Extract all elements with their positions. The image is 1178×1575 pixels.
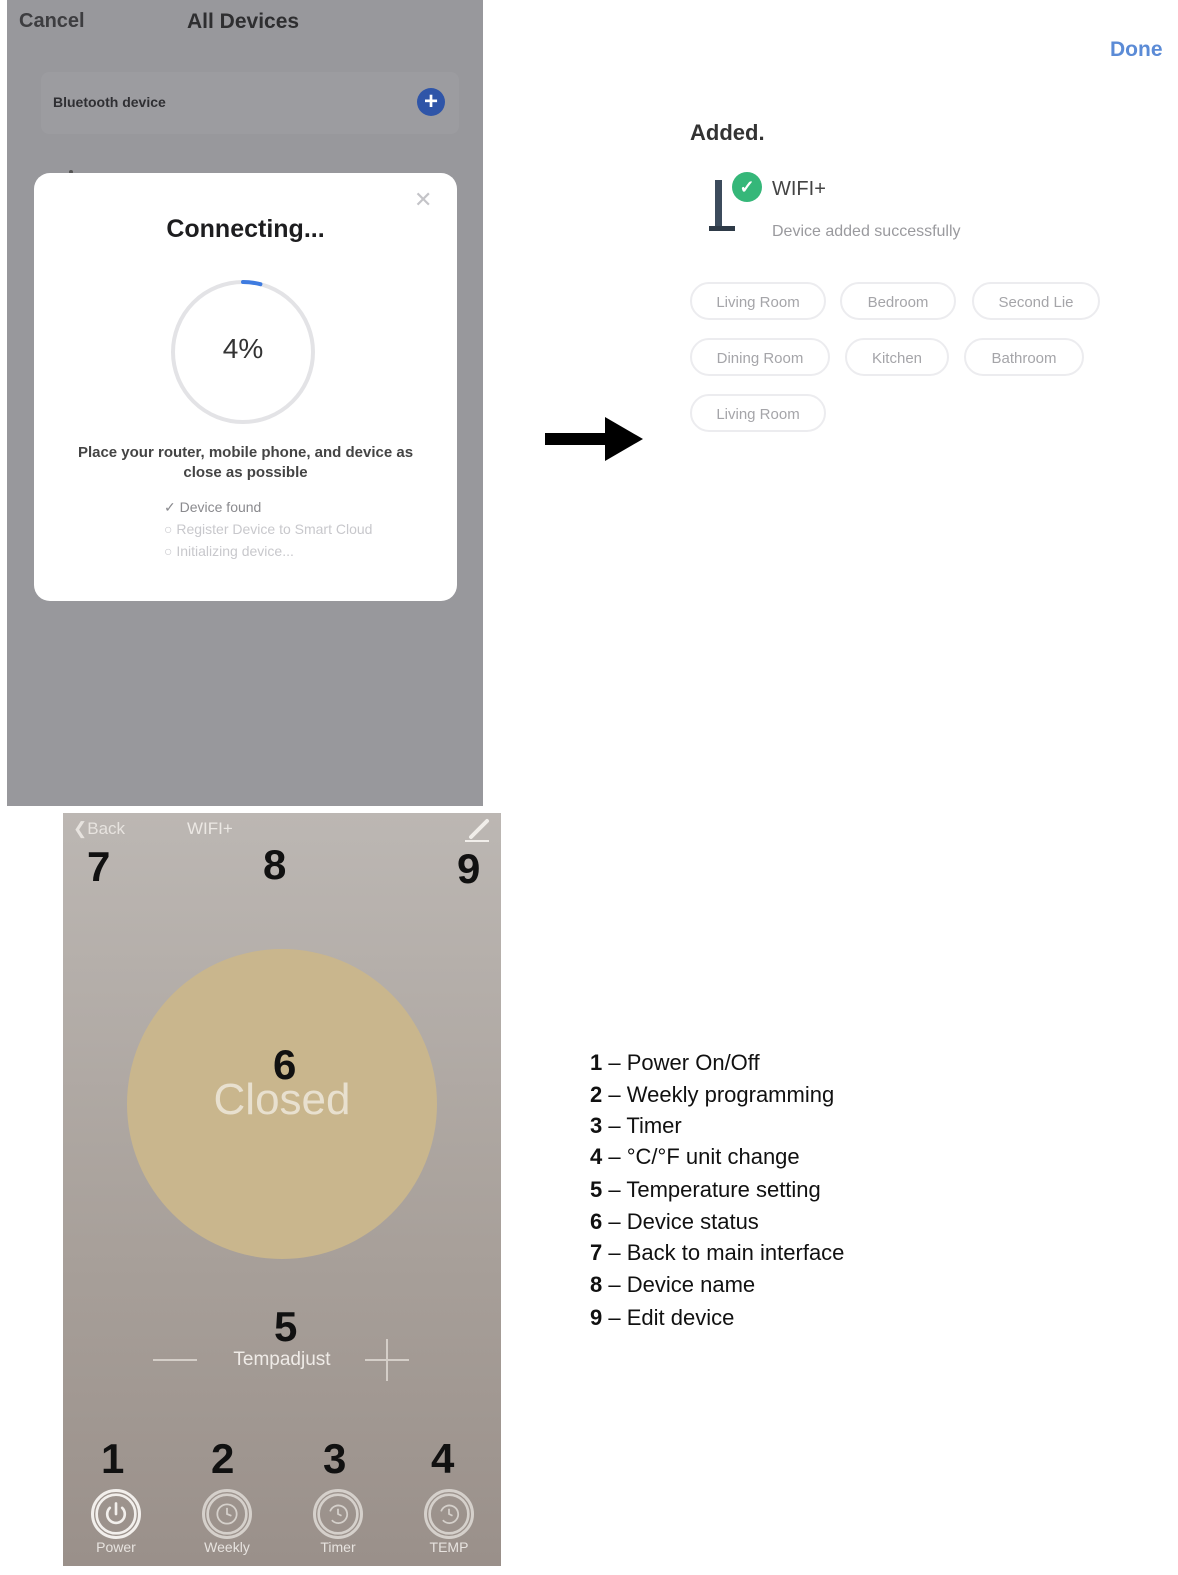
pending-dot-icon: ○ — [164, 543, 177, 559]
close-icon[interactable]: ✕ — [414, 187, 433, 212]
connecting-modal — [34, 173, 457, 601]
step-device-found: ✓ Device found — [164, 499, 262, 515]
device-control-screen — [63, 813, 501, 1566]
room-chip[interactable]: Second Lie — [972, 282, 1100, 320]
temp-adjust-label: Tempadjust — [233, 1349, 331, 1370]
weekly-button[interactable] — [187, 1489, 267, 1555]
step-initializing: ○ Initializing device... — [164, 543, 294, 559]
weekly-label: Weekly — [204, 1539, 250, 1555]
success-check-icon: ✓ — [732, 172, 762, 202]
room-chip[interactable]: Bathroom — [964, 338, 1084, 376]
timer-label: Timer — [320, 1539, 356, 1555]
temp-increase-button[interactable] — [386, 1339, 388, 1381]
device-status: Closed — [213, 1075, 351, 1124]
back-button[interactable]: ❮Back — [73, 819, 126, 838]
callout-3: 3 — [323, 1435, 347, 1482]
connect-instructions: Place your router, mobile phone, and device as close as possible — [77, 444, 414, 481]
page-title: All Devices — [187, 10, 300, 33]
room-chip[interactable]: Dining Room — [690, 338, 830, 376]
device-status-text: Device added successfully — [772, 223, 961, 240]
legend-item: 3 – Timer — [590, 1113, 682, 1138]
connecting-screen — [7, 0, 483, 806]
progress-percent: 4% — [222, 333, 264, 364]
legend-item: 4 – °C/°F unit change — [590, 1144, 800, 1169]
power-button[interactable] — [76, 1489, 156, 1555]
cancel-button[interactable]: Cancel — [19, 10, 85, 32]
legend-item: 7 – Back to main interface — [590, 1240, 845, 1265]
timer-icon — [313, 1489, 363, 1539]
room-chip[interactable]: Kitchen — [845, 338, 949, 376]
added-heading: Added. — [690, 120, 765, 145]
room-chip[interactable]: Bedroom — [840, 282, 956, 320]
device-name-title: WIFI+ — [187, 819, 233, 838]
callout-5: 5 — [274, 1303, 298, 1350]
device-name: WIFI+ — [772, 178, 826, 200]
step-register-cloud: ○ Register Device to Smart Cloud — [164, 521, 373, 537]
callout-8: 8 — [263, 841, 287, 888]
callout-1: 1 — [101, 1435, 125, 1482]
flow-arrow-icon — [545, 415, 645, 463]
temp-unit-icon — [424, 1489, 474, 1539]
pending-dot-icon: ○ — [164, 521, 177, 537]
legend-item: 5 – Temperature setting — [590, 1177, 821, 1202]
done-button[interactable]: Done — [1110, 38, 1163, 61]
chevron-left-icon: ❮ — [73, 819, 88, 838]
callout-2: 2 — [211, 1435, 235, 1482]
legend-item: 6 – Device status — [590, 1209, 759, 1234]
power-icon — [91, 1489, 141, 1539]
room-chip[interactable]: Living Room — [690, 394, 826, 432]
temp-unit-button[interactable] — [409, 1489, 489, 1555]
callout-9: 9 — [457, 845, 481, 892]
legend-item: 1 – Power On/Off — [590, 1050, 760, 1075]
add-device-icon[interactable]: + — [417, 88, 445, 116]
timer-button[interactable] — [298, 1489, 378, 1555]
callout-4: 4 — [431, 1435, 455, 1482]
bluetooth-device-label: Bluetooth device — [53, 94, 166, 110]
callout-7: 7 — [87, 843, 111, 890]
legend-item: 8 – Device name — [590, 1272, 756, 1297]
callout-6: 6 — [273, 1041, 297, 1088]
legend-item: 2 – Weekly programming — [590, 1082, 835, 1107]
modal-title: Connecting... — [166, 215, 325, 243]
room-chip[interactable]: Living Room — [690, 282, 826, 320]
temp-unit-label: TEMP — [429, 1539, 469, 1555]
legend-item: 9 – Edit device — [590, 1305, 735, 1330]
clock-icon — [202, 1489, 252, 1539]
power-label: Power — [96, 1539, 136, 1555]
check-icon: ✓ — [164, 499, 180, 515]
edit-pencil-icon[interactable] — [463, 817, 493, 843]
